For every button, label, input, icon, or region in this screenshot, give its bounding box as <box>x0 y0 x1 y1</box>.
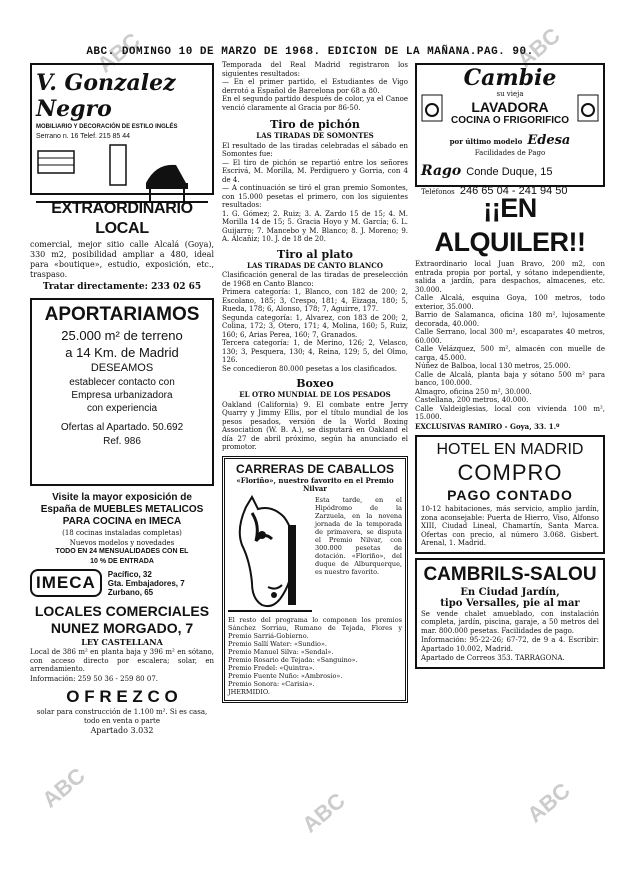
washing-machine-icon <box>577 94 599 122</box>
boxeo-body: Oakland (California) 9. El combate entre Jerry Quarry y Jimmy Ellis, por el título mundial de los pesos pesados, versión de la World Boxing Association (W. B. A.), se disputará en Oakland el día 27 de abril próximo, según ha anunciado el promotor. <box>222 400 408 451</box>
hotel-body: 10-12 habitaciones, más servicio, amplio jardín, zona aconsejable: Puerta de Hierro, Viso, Alfonso XIII, Ciudad Lineal, Chamartín, Santa Marca. Ofertas con precio, al número 3.068. Gisbert. Arenal, 1. Madrid. <box>421 505 599 547</box>
cambrils-footer: Apartado de Correos 353. TARRAGONA. <box>421 654 565 662</box>
extraordinario-contact: Tratar directamente: 233 02 65 <box>42 282 202 292</box>
imeca-logo-row <box>30 569 214 597</box>
alquiler-title: ¡¡EN ALQUILER!! <box>434 193 586 257</box>
imeca-line2: España de MUEBLES METALICOS <box>40 504 204 515</box>
cambrils-l1: En Ciudad Jardín, <box>460 586 560 598</box>
aportariamos-line2: a 14 Km. de Madrid <box>65 345 179 360</box>
furniture-illustration <box>36 143 208 205</box>
extraordinario-ad <box>30 199 214 292</box>
pichon-sub: LAS TIRADAS DE SOMONTES <box>256 131 374 140</box>
carreras-side: Esta tarde, en el Hipódromo de la Zarzuela, en la novena jornada de la temporada de primavera, se disputa el Premio Nilvar, con 300.000 pesetas de dotación. «Floriño», del duque de Alburquerque, es nuestro favorito. <box>315 495 402 576</box>
ofrezco-body: solar para construcción de 1.100 m². Si es casa, todo en venta o parte <box>36 708 208 725</box>
watermark: ABC <box>512 22 565 73</box>
column-right <box>415 60 605 855</box>
plato-body: Clasificación general de las tiradas de preselección de 1968 en Canto Blanco: Primera categoría: 1, Blanco, con 182 de 200; 2, Escolano, 185; 3, Crespo, 181; 4, Eizaga, 180; 5, Rueda, 178; 6, Alonso, 178; 7, Aguirre, 177. Segunda categoría: 1, Alvarez, con 183 de 200; 2, Colina, 172; 3, Otero, 171; 4, Molina, 160; 5, Ruiz, 160; 6, Arias Perea, 160; 7, Granados. Tercera categoría: 1, de Merino, 126; 2, Velasco, 130; 3, Pesquera, 130; 4, Reina, 129; 5, del Olmo, 126. Se concedieron 80.000 pesetas a los clasificados. <box>222 271 408 373</box>
cambio-ad <box>415 63 605 197</box>
horse-head-illustration <box>228 495 312 615</box>
hotel-ad <box>415 435 605 554</box>
cambrils-l2: tipo Versalles, pie al mar <box>440 597 580 609</box>
plato-title: Tiro al plato <box>277 247 353 261</box>
imeca-line3: PARA COCINA en IMECA <box>62 516 182 527</box>
imeca-logo: IMECA <box>30 569 102 597</box>
imeca-line7: 10 % DE ENTRADA <box>90 557 154 565</box>
imeca-addr3: Zurbano, 65 <box>107 587 154 597</box>
aportariamos-line1: 25.000 m² de terreno <box>61 328 183 343</box>
alquiler-footer: EXCLUSIVAS RAMIRO - Goya, 33. 1.º <box>415 421 560 431</box>
locales-body: Local de 386 m² en planta baja y 396 m² en sótano, con acceso directo por escalera; solar, en arrendamiento. <box>30 648 214 673</box>
imeca-addresses <box>108 570 185 597</box>
cambio-l4: por último modelo <box>449 136 523 146</box>
washing-machine-icon <box>421 94 443 122</box>
cambio-text <box>443 89 577 127</box>
imeca-line6: TODO EN 24 MENSUALIDADES CON EL <box>55 548 189 555</box>
gonzalez-ad <box>30 63 214 195</box>
pichon-body: El resultado de las tiradas celebradas el sábado en Somontes fue: — El tiro de pichón se repartió entre los señores Escrivá, M. Morilla, M. Perdiguero y Gorria, con 4 de 4. — A continuación se tiró el gran premio Somontes, con 15.000 pesetas el primero, con los siguientes resultados: 1. G. Gómez; 2. Ruiz; 3. A. Zardo 15 de 15; 4. M. Morilla 14 de 15; 5. Gracia Hoyo y M. García; 6. L. Guijarro; 7. Mancebo y M. Blanco; 8. J. Moreno; 9. A. Alcañiz; 10. J. de 18 de 20. <box>222 141 408 243</box>
cambio-shop: Rago <box>421 163 462 179</box>
locales-sub: LEY CASTELLANA <box>81 637 163 647</box>
carreras-box <box>222 456 408 703</box>
cambio-mid <box>421 89 599 127</box>
pichon-title: Tiro de pichón <box>270 118 360 131</box>
imeca-line5: Nuevos modelos y novedades <box>69 538 175 547</box>
hotel-pago: PAGO CONTADO <box>447 487 573 503</box>
aportariamos-line6: con experiencia <box>86 403 158 414</box>
cambio-phone-label: Teléfonos <box>421 188 455 196</box>
aportariamos-ref: Ref. 986 <box>103 436 141 447</box>
gonzalez-line1: MOBILIARIO Y DECORACIÓN DE ESTILO INGLÉS <box>36 124 178 130</box>
cambio-addr: Conde Duque, 15 <box>466 166 553 178</box>
cambio-l3: COCINA O FRIGORIFICO <box>451 114 569 126</box>
basket-intro: Temporada del Real Madrid registraron los siguientes resultados: — En el primer partido, el Estudiantes de Vigo derrotó a Español de Barcelona por 68 a 80. En el segundo partido después de color, ya el Canoe venció claramente al Gracia por 86-50. <box>222 61 408 112</box>
ofrezco-ad <box>30 687 214 735</box>
boxeo-title: Boxeo <box>296 377 334 390</box>
cambio-l2: LAVADORA <box>471 98 549 115</box>
imeca-addr1: Pacífico, 32 <box>107 569 152 579</box>
cambio-shop-row <box>421 160 599 179</box>
imeca-ad <box>30 492 214 597</box>
aportariamos-ad <box>30 298 214 486</box>
aportariamos-title: APORTARIAMOS <box>44 304 200 325</box>
hotel-compro: COMPRO <box>457 460 563 485</box>
cambio-l5: Facilidades de Pago <box>474 148 546 157</box>
carreras-sub: «Floriño», nuestro favorito en el Premio Nilvar <box>236 475 394 493</box>
cambio-l1: su vieja <box>496 90 524 98</box>
alquiler-ad <box>415 191 605 431</box>
locales-info: Información: 259 50 36 - 259 80 07. <box>30 674 158 683</box>
cambrils-title: CAMBRILS-SALOU <box>423 563 597 585</box>
imeca-line1: Visite la mayor exposición de <box>52 492 192 503</box>
carreras-feature <box>228 495 402 615</box>
gonzalez-line2: Serrano n. 16 Telef. 215 85 44 <box>36 132 131 140</box>
locales-ad <box>30 603 214 683</box>
hotel-title: HOTEL EN MADRID <box>436 441 584 458</box>
ofrezco-title: O F R E Z C O <box>66 687 178 706</box>
cambio-brand: Edesa <box>527 132 571 148</box>
column-middle <box>222 60 408 855</box>
locales-title2: NUNEZ MORGADO, 7 <box>50 620 194 636</box>
alquiler-body: Extraordinario local Juan Bravo, 200 m2, con entrada propia por portal, y sótano independiente, salida a jardín, para despachos, almacenes, etc. 30.000. Calle Alcalá, esquina Goya, 100 metros, todo exterior, 35.000. Barrio de Salamanca, oficina 180 m², lujosamente decorada, 40.000. Calle Serrano, local 300 m², escaparates 40 metros, 60.000. Calle Velázquez, 500 m², almacén con muelle de carga, 45.000. Núñez de Balboa, local 130 metros, 25.000. Calle de Alcalá, planta baja y sótano 500 m² para banco, 100.000. Almagro, oficina 250 m², 30.000. Castellana, 200 metros, 40.000. Calle Valdeiglesias, local con vivienda 100 m², 15.000. <box>415 260 605 421</box>
imeca-addr2: Gta. Embajadores, 7 <box>107 578 185 588</box>
watermark: ABC <box>522 777 575 828</box>
extraordinario-body: comercial, mejor sitio calle Alcalá (Goya), 330 m2, posibilidad ampliar a 480, ideal para «boutique», estudio, exposición, etc., traspaso. <box>30 240 214 279</box>
cambrils-body: Se vende chalet amueblado, con instalación completa, jardín, piscina, garaje, a 50 metros del mar. 800.000 pesetas. Facilidades de pago. <box>421 609 599 635</box>
aportariamos-line5: Empresa urbanizadora <box>71 390 173 401</box>
cambio-title: Cambie <box>463 65 557 91</box>
carreras-title: CARRERAS DE CABALLOS <box>235 461 394 476</box>
plato-sub: LAS TIRADAS DE CANTO BLANCO <box>247 260 383 270</box>
locales-title1: LOCALES COMERCIALES <box>34 603 210 619</box>
aportariamos-line3: DESEAMOS <box>90 362 154 374</box>
header-line: ABC. DOMINGO 10 DE MARZO DE 1968. EDICION DE LA MAÑANA.PAG. 90. <box>86 46 534 58</box>
aportariamos-contact: Ofertas al Apartado. 50.692 <box>60 422 184 433</box>
gonzalez-title: V. Gonzalez Negro <box>36 70 176 122</box>
ofrezco-contact: Apartado 3.032 <box>90 726 154 735</box>
watermark: ABC <box>92 27 145 78</box>
extraordinario-title: EXTRAORDINARIO LOCAL <box>51 200 193 237</box>
aportariamos-line4: establecer contacto con <box>69 377 175 388</box>
imeca-line4: (18 cocinas instaladas completas) <box>62 529 182 537</box>
boxeo-sub: EL OTRO MUNDIAL DE LOS PESADOS <box>239 390 391 399</box>
cambrils-info: Información: 95-22-26; 67-72, de 9 a 4. Escribir: Apartado 10.002, Madrid. <box>421 636 599 653</box>
watermark: ABC <box>297 787 350 838</box>
watermark: ABC <box>37 762 90 813</box>
cambio-brand-row <box>421 129 599 148</box>
cambio-phone: 246 65 04 - 241 94 50 <box>459 185 568 197</box>
carreras-body: El resto del programa lo componen los premios Sánchez Sorriau, Rumano de Tejada, Flores y Premio Sarriá-Gobierno. Premio Sallí Water: «Sundio». Premio Manuel Silva: «Sendal». Premio Rosario de Tejada: «Sanguino». Premio Fredel: «Quintra». Premio Fuente Nuño: «Ambrosio». Premio Sonora: «Carisia». JHERMIDIO. <box>228 615 402 696</box>
column-left <box>30 60 214 855</box>
cambrils-ad <box>415 558 605 669</box>
page-header <box>0 0 620 58</box>
